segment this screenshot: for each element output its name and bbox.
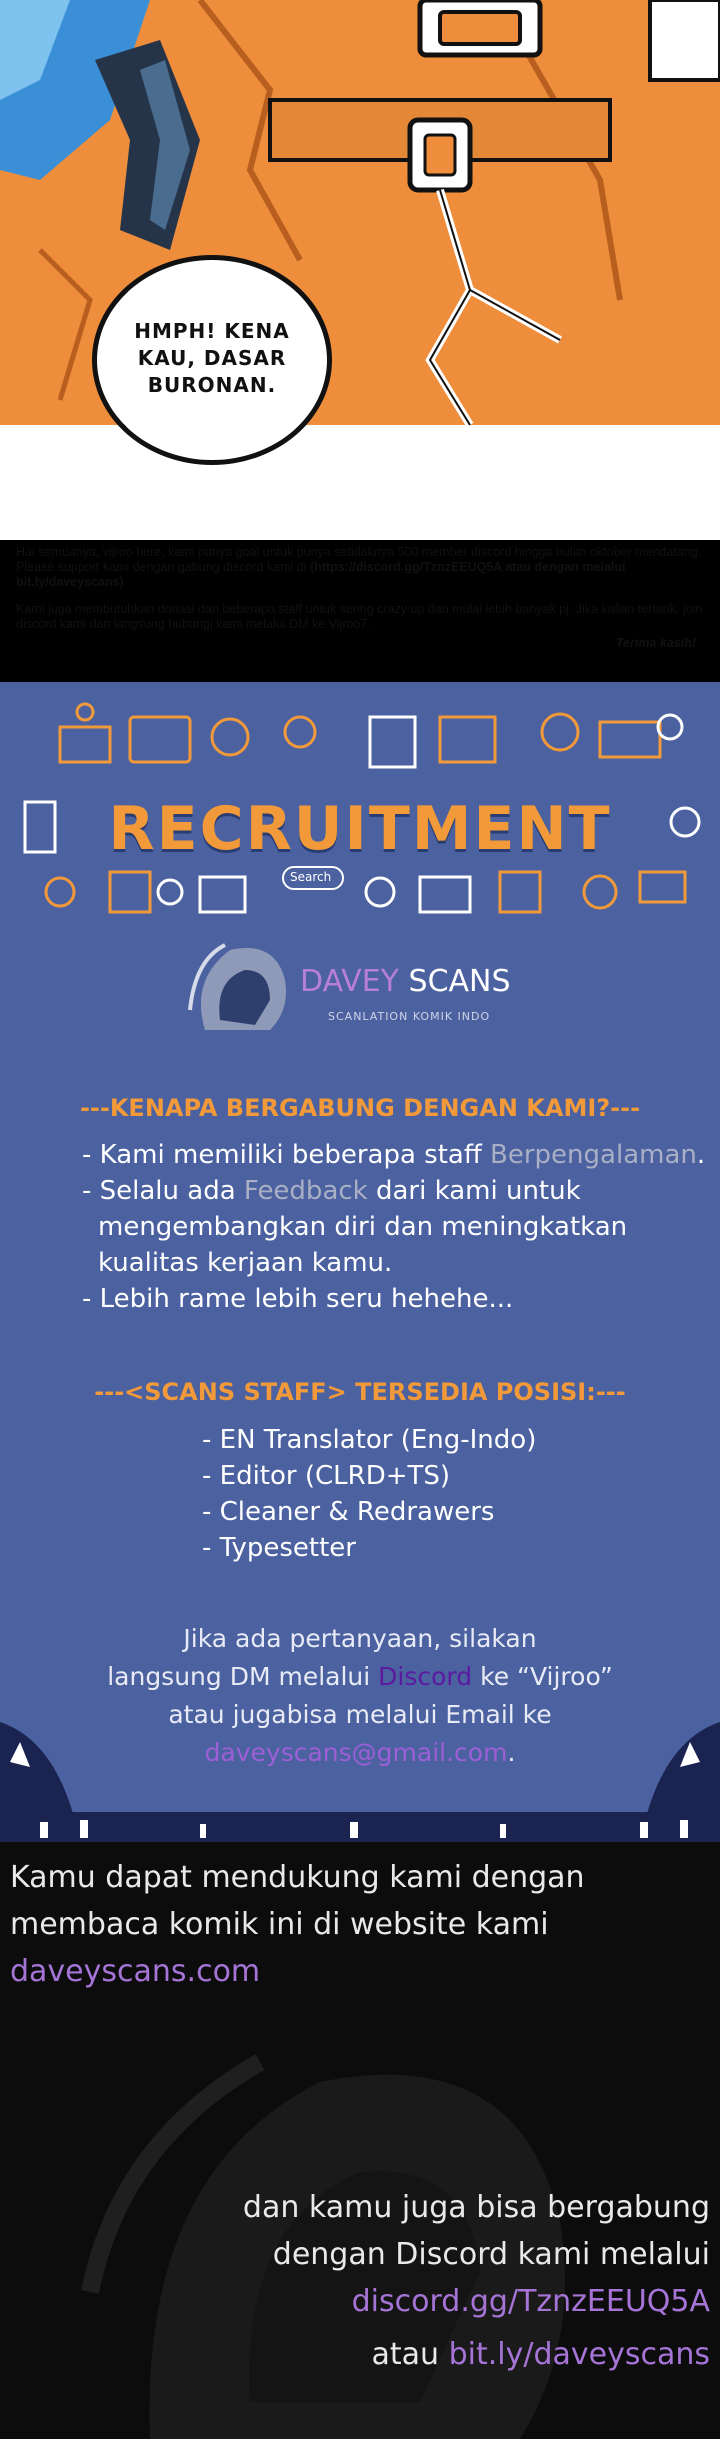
support-line: dengan Discord kami melalui	[272, 2237, 710, 2272]
contact-line: daveyscans@gmail.com.	[204, 1738, 516, 1767]
notice-links: (https://discord.gg/TznzEEUQ5A atau dengan melalui bit.ly/daveyscans)	[16, 560, 626, 589]
discord-mention: Discord	[378, 1662, 473, 1691]
contact-line: langsung DM melalui Discord ke “Vijroo”	[107, 1662, 613, 1691]
notice-text: Hai semuanya, vijroo here, kami punya goal untuk punya setidaknya 500 member discord hingga bulan oktober mendatang. Please support kami dengan gabung discord kami di	[16, 545, 702, 574]
position-item: - Editor (CLRD+TS)	[202, 1461, 451, 1491]
website-link[interactable]: daveyscans.com	[10, 1954, 261, 1989]
reason-item: kualitas kerjaan kamu.	[98, 1248, 393, 1278]
manga-panel	[0, 0, 720, 650]
speech-line: BURONAN.	[147, 373, 277, 397]
position-item: - Typesetter	[202, 1533, 356, 1563]
notice-thanks: Terima kasih!	[615, 636, 696, 650]
alt-link-line	[371, 2337, 710, 2372]
search-icon-label: Search	[290, 870, 332, 884]
contact-line: atau jugabisa melalui Email ke	[168, 1700, 552, 1729]
atau-label: atau	[371, 2337, 440, 2372]
reason-item: - Selalu ada Feedback dari kami untuk	[82, 1176, 581, 1206]
section-heading-positions: ---<SCANS STAFF> TERSEDIA POSISI:---	[94, 1378, 626, 1406]
recruitment-title: RECRUITMENT	[108, 794, 612, 864]
support-line: membaca komik ini di website kami	[10, 1907, 549, 1942]
reason-item: mengembangkan diri dan meningkatkan	[98, 1212, 628, 1242]
support-line: Kamu dapat mendukung kami dengan	[10, 1860, 585, 1895]
support-banner	[0, 1842, 720, 2439]
speech-line: HMPH! KENA	[134, 319, 290, 343]
bitly-link[interactable]: bit.ly/daveyscans	[448, 2337, 710, 2372]
positions-list	[202, 1422, 536, 1566]
support-line: dan kamu juga bisa bergabung	[242, 2190, 710, 2225]
reason-item: - Kami memiliki beberapa staff Berpengalaman.	[82, 1140, 706, 1170]
email-link[interactable]: daveyscans@gmail.com	[204, 1738, 508, 1767]
brand-name	[300, 964, 511, 999]
scanlator-notice	[16, 545, 706, 651]
position-item: - EN Translator (Eng-Indo)	[202, 1425, 537, 1455]
speech-text	[92, 318, 332, 399]
notice-paragraph: Kami juga membutuhkan donasi dan beberapa staff untuk sering crazy up dan mulai lebih banyak pj. Jika kalian tertarik, join discord kami dan langsung hubungi kami melalui DM ke Vijroo7.	[16, 602, 703, 631]
reason-item: - Lebih rame lebih seru hehehe...	[82, 1284, 514, 1314]
brand-name-davey: DAVEY	[300, 964, 399, 999]
davey-scans-logo-icon	[185, 940, 295, 1040]
section-heading-why-join: ---KENAPA BERGABUNG DENGAN KAMI?---	[79, 1094, 641, 1122]
speech-line: KAU, DASAR	[137, 346, 287, 370]
position-item: - Cleaner & Redrawers	[202, 1497, 495, 1527]
contact-line: Jika ada pertanyaan, silakan	[183, 1624, 537, 1653]
recruitment-banner	[0, 682, 720, 1842]
tribal-ornament-border	[0, 1682, 720, 1842]
notice-paragraph	[16, 545, 706, 590]
discord-invite-link[interactable]: discord.gg/TznzEEUQ5A	[351, 2284, 710, 2319]
brand-name-scans: SCANS	[408, 964, 511, 999]
brand-subtitle: SCANLATION KOMIK INDO	[328, 1010, 491, 1023]
reasons-list	[82, 1137, 705, 1317]
